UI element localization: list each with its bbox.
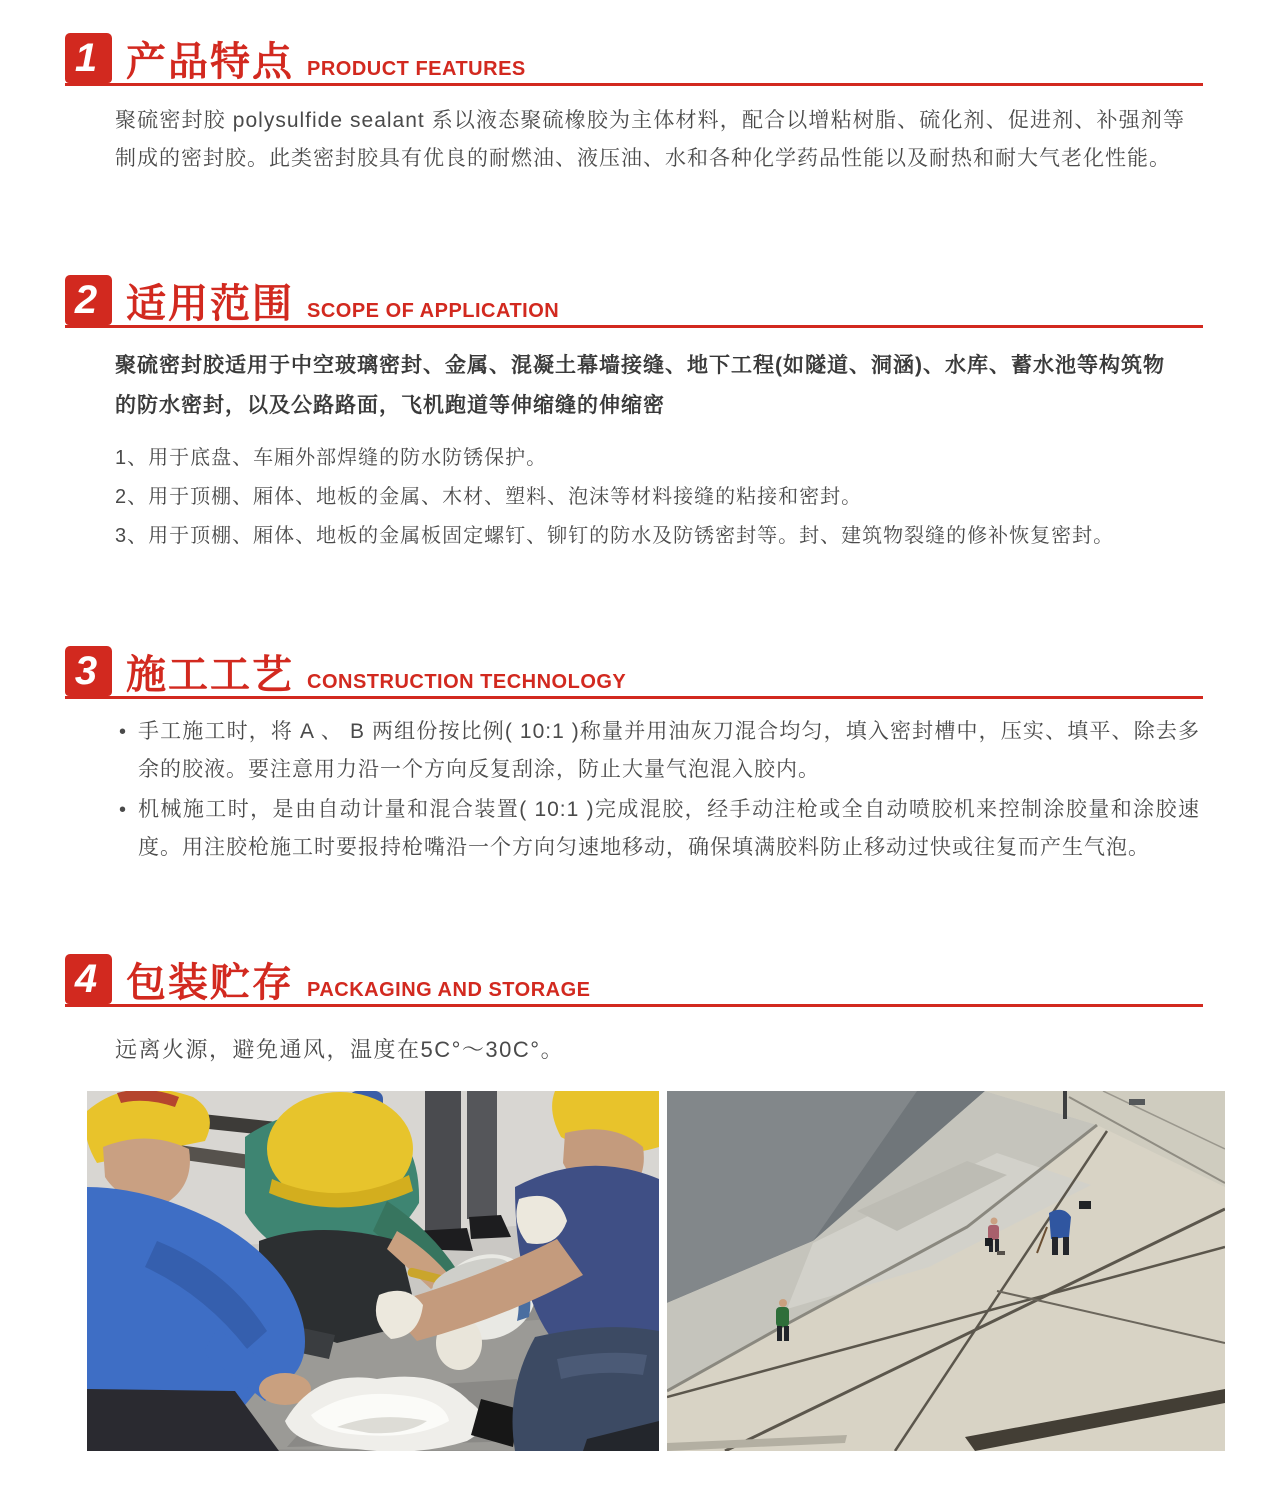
section-1-header	[65, 36, 1203, 86]
construction-bullet-list	[119, 713, 1200, 867]
section-title-zh: 产品特点	[126, 40, 294, 84]
list-item: 2、用于顶棚、厢体、地板的金属、木材、塑料、泡沫等材料接缝的粘接和密封。	[115, 486, 863, 508]
list-item: • 手工施工时，将 A 、 B 两组份按比例( 10:1 )称量并用油灰刀混合均匀，填入密封槽中，压实、填平、除去多余的胶液。要注意用力沿一个方向反复刮涂，防止大量气泡混入胶内。	[119, 713, 1200, 789]
section-construction-technology	[0, 649, 1280, 867]
section-product-features	[0, 0, 1280, 178]
section-title-en: PRODUCT FEATURES	[307, 58, 526, 80]
scope-lead-paragraph: 聚硫密封胶适用于中空玻璃密封、金属、混凝土幕墙接缝、地下工程(如隧道、洞涵)、水库、蓄水池等构筑物的防水密封，以及公路路面，飞机跑道等伸缩缝的伸缩密	[115, 354, 1165, 417]
section-title-en: CONSTRUCTION TECHNOLOGY	[307, 671, 627, 693]
list-item: 1、用于底盘、车厢外部焊缝的防水防锈保护。	[115, 447, 548, 469]
section-title-zh: 包装贮存	[126, 961, 294, 1005]
section-title-zh: 施工工艺	[126, 653, 294, 697]
product-features-paragraph: 聚硫密封胶 polysulfide sealant 系以液态聚硫橡胶为主体材料，配合以增粘树脂、硫化剂、促进剂、补强剂等制成的密封胶。此类密封胶具有优良的耐燃油、液压油、水和各种化学药品性能以及耐热和耐大气老化性能。	[115, 109, 1185, 170]
scope-numbered-list	[115, 446, 1185, 549]
section-number-badge: 1	[65, 33, 112, 83]
storage-paragraph: 远离火源，避免通风，温度在5C°～30C°。	[115, 1037, 565, 1062]
section-packaging-and-storage	[0, 957, 1280, 1065]
photo-workers-mixing-sealant	[87, 1091, 659, 1451]
section-number-badge: 2	[65, 275, 112, 325]
section-number-badge: 4	[65, 954, 112, 1004]
section-number-badge: 3	[65, 646, 112, 696]
section-4-header	[65, 957, 1203, 1007]
photo-row	[87, 1091, 1280, 1451]
section-3-header	[65, 649, 1203, 699]
section-title-en: SCOPE OF APPLICATION	[307, 300, 560, 322]
section-title-zh: 适用范围	[126, 282, 294, 326]
section-title-en: PACKAGING AND STORAGE	[307, 979, 591, 1001]
list-item: 3、用于顶棚、厢体、地板的金属板固定螺钉、铆钉的防水及防锈密封等。封、建筑物裂缝的修补恢复密封。	[115, 525, 1115, 547]
photo-dam-slope-joint-sealing	[667, 1091, 1225, 1451]
section-2-header	[65, 278, 1203, 328]
list-item: • 机械施工时，是由自动计量和混合装置( 10:1 )完成混胶，经手动注枪或全自动喷胶机来控制涂胶量和涂胶速度。用注胶枪施工时要报持枪嘴沿一个方向匀速地移动，确保填满胶料防止移动过快或往复而产生气泡。	[119, 791, 1200, 867]
section-scope-of-application	[0, 278, 1280, 549]
